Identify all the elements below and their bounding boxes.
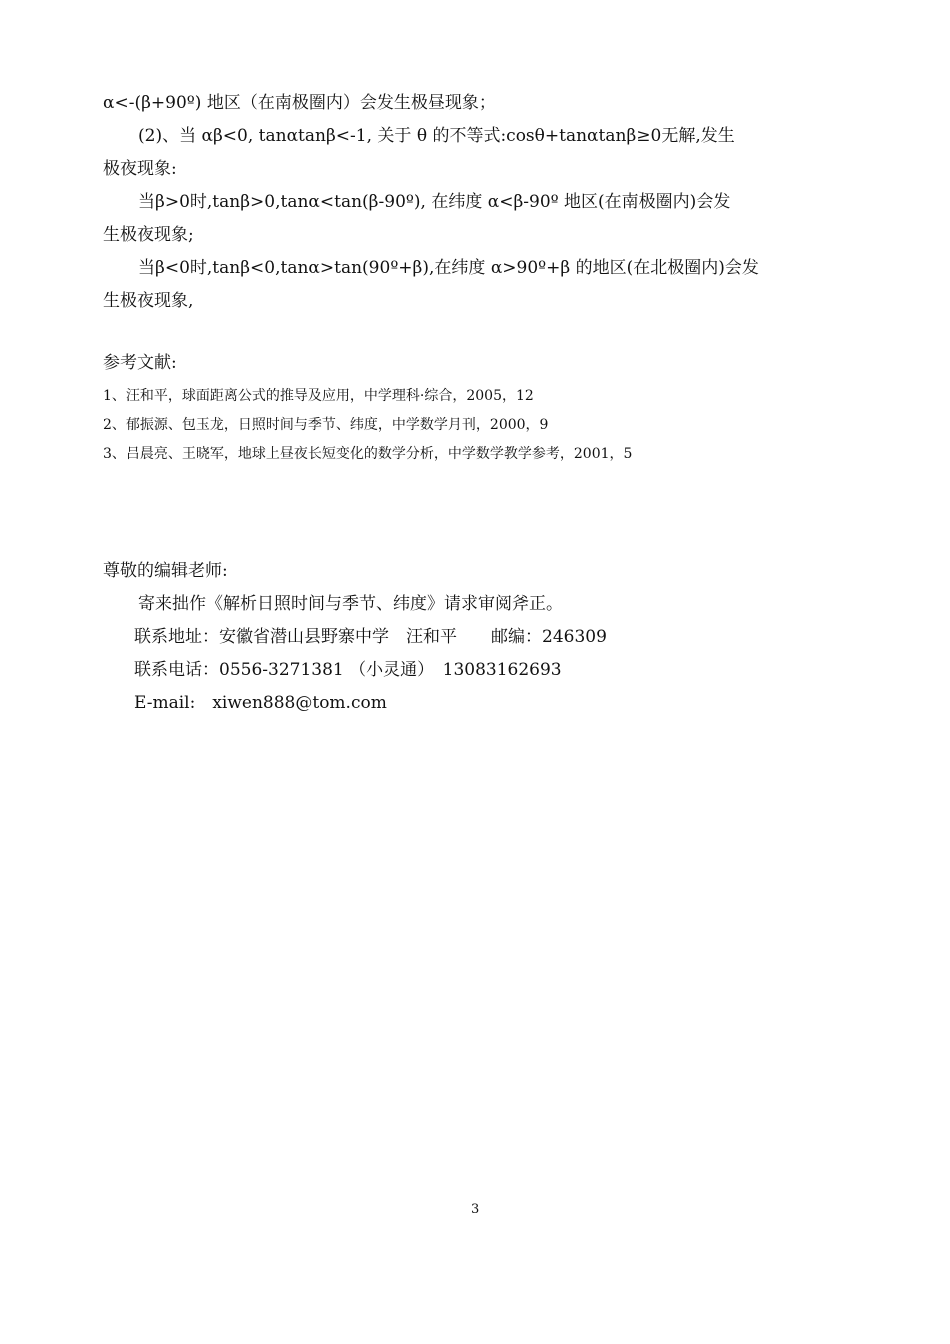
letter-request: 寄来拙作《解析日照时间与季节、纬度》请求审阅斧正。 (138, 594, 563, 614)
reference-item: 3、吕晨亮、王晓军，地球上昼夜长短变化的数学分析，中学数学教学参考，2001，5 (103, 446, 633, 462)
references-heading: 参考文献: (103, 353, 177, 373)
paragraph-line: 当β>0时,tanβ>0,tanα<tan(β-90º), 在纬度 α<β-90º 地区(在南极圈内)会发 (138, 192, 731, 212)
contact-phone: 联系电话：0556-3271381 （小灵通） 13083162693 (134, 660, 562, 680)
reference-item: 1、汪和平，球面距离公式的推导及应用，中学理科·综合，2005，12 (103, 388, 534, 404)
paragraph-line: 当β<0时,tanβ<0,tanα>tan(90º+β),在纬度 α>90º+β 的地区(在北极圈内)会发 (138, 258, 759, 278)
contact-email: E-mail: xiwen888@tom.com (134, 693, 387, 713)
paragraph-line: α<-(β+90º) 地区（在南极圈内）会发生极昼现象； (103, 93, 496, 113)
page-number: 3 (471, 1202, 480, 1217)
paragraph-line: 极夜现象: (103, 159, 177, 179)
paragraph-line: 生极夜现象; (103, 225, 194, 245)
paragraph-line: 生极夜现象, (103, 291, 194, 311)
reference-item: 2、郁振源、包玉龙，日照时间与季节、纬度，中学数学月刊，2000，9 (103, 417, 549, 433)
paragraph-line: (2)、当 αβ<0, tanαtanβ<-1, 关于 θ 的不等式:cosθ+tanαtanβ≥0无解,发生 (138, 126, 735, 146)
letter-salutation: 尊敬的编辑老师: (103, 561, 228, 581)
contact-address: 联系地址：安徽省潜山县野寨中学 汪和平 邮编：246309 (134, 627, 607, 647)
